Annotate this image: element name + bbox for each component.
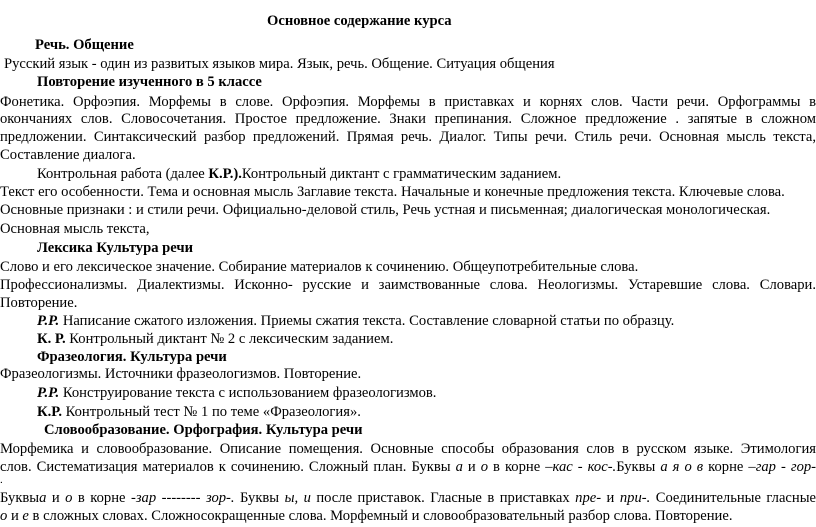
- text-run: слов. Систематизация материалов к сочинению. Сложный план. Буквы: [0, 459, 456, 475]
- letter-italic: о: [480, 459, 489, 475]
- text-run: в корне: [488, 459, 546, 475]
- control-work-line: [37, 331, 393, 348]
- root-italic: –кас - кос-.: [545, 459, 617, 475]
- section-heading-review: Повторение изученного в 5 классе: [37, 74, 262, 90]
- section-heading-lexicon: Лексика Культура речи: [37, 240, 194, 256]
- speech-development-line: [37, 313, 674, 330]
- text-run: и: [601, 490, 620, 506]
- paragraph-line: окончаниях слов. Словосочетания. Простое предложение. Знаки препинания. Сложное предложение . запятые в сложном: [0, 111, 816, 127]
- text-run: Контрольный диктант с грамматическим заданием.: [241, 166, 562, 182]
- paragraph-line: Слово и его лексическое значение. Собирание материалов к сочинению. Общеупотребительные слова.: [0, 259, 639, 275]
- paragraph-line: Основные признаки : и стили речи. Официально-деловой стиль, Речь устная и письменная; диалогическая монологическая.: [0, 202, 771, 218]
- text-run: Написание сжатого изложения. Приемы сжатия текста. Составление словарной статьи по образцу.: [59, 313, 675, 329]
- course-title: Основное содержание курса: [267, 13, 452, 29]
- text-run: после приставок. Гласные в приставках: [310, 490, 576, 506]
- letters-italic: ы, и: [284, 490, 311, 506]
- kr-label: К. Р.: [37, 331, 66, 347]
- letter-italic: а: [455, 459, 463, 475]
- text-run: Буквы: [234, 490, 285, 506]
- text-run: Контрольная работа (далее: [37, 166, 209, 182]
- text-run: и: [7, 508, 23, 524]
- paragraph-line: Основная мысль текста,: [0, 221, 150, 237]
- stray-dot: .: [0, 474, 3, 486]
- letter-italic: а: [39, 490, 47, 506]
- letter-italic: о: [0, 508, 8, 524]
- text-run: Контрольный диктант № 2 с лексическим заданием.: [65, 331, 394, 347]
- paragraph-line: [0, 490, 816, 507]
- paragraph-line: Морфемика и словообразование. Описание помещения. Основные способы образования слов в русском языке. Этимология: [0, 441, 816, 457]
- text-run: Соединительные гласные: [650, 490, 816, 506]
- paragraph-line: Профессионализмы. Диалектизмы. Исконно- русские и заимствованные слова. Неологизмы. Устаревшие слова. Словари.: [0, 277, 816, 293]
- root-italic: –гар - гор-: [748, 459, 816, 475]
- letter-italic: о: [65, 490, 73, 506]
- prefix-italic: пре-: [575, 490, 602, 506]
- rr-label: Р.Р.: [37, 313, 60, 329]
- text-run: в сложных словах. Сложносокращенные слова. Морфемный и словообразовательный разбор слова. Повторение.: [28, 508, 733, 524]
- paragraph-line: Фразеологизмы. Источники фразеологизмов. Повторение.: [0, 366, 362, 382]
- text-run: Буквы: [616, 459, 661, 475]
- text-run: и: [46, 490, 66, 506]
- section-heading-word-formation: Словообразование. Орфография. Культура речи: [44, 422, 363, 438]
- paragraph-line: Фонетика. Орфоэпия. Морфемы в слове. Орфоэпия. Морфемы в приставках и корнях слов. Части речи. Орфограммы в: [0, 94, 816, 110]
- paragraph-line: Составление диалога.: [0, 147, 136, 163]
- section-heading-phraseology: Фразеология. Культура речи: [37, 349, 227, 365]
- speech-development-line: [37, 385, 436, 402]
- text-run: Буквы: [0, 490, 40, 506]
- text-run: корне: [703, 459, 749, 475]
- paragraph-line: Повторение.: [0, 295, 78, 311]
- control-work-line: [37, 166, 561, 183]
- letter-italic: е: [22, 508, 29, 524]
- text-run: и: [462, 459, 481, 475]
- text-run: Конструирование текста с использованием фразеологизмов.: [59, 385, 437, 401]
- paragraph-line: [0, 508, 816, 525]
- control-work-line: [37, 404, 361, 421]
- text-run: Контрольный тест № 1 по теме «Фразеология».: [61, 404, 361, 420]
- abbreviation: К.Р.).: [208, 166, 242, 182]
- rr-label: Р.Р.: [37, 385, 60, 401]
- letters-italic: а я о в: [660, 459, 704, 475]
- root-italic: -зар -------- зор-.: [130, 490, 235, 506]
- prefix-italic: при-.: [619, 490, 651, 506]
- paragraph-line: предложении. Синтаксический разбор предложений. Прямая речь. Диалог. Типы речи. Стиль речи. Основная мысль текста,: [0, 129, 816, 145]
- paragraph-line: Русский язык - один из развитых языков мира. Язык, речь. Общение. Ситуация общения: [4, 56, 555, 72]
- text-run: в корне: [72, 490, 131, 506]
- paragraph-line: Текст его особенности. Тема и основная мысль Заглавие текста. Начальные и конечные предложения текста. Ключевые слова.: [0, 184, 785, 200]
- section-heading-speech: Речь. Общение: [35, 37, 134, 53]
- kr-label: К.Р.: [37, 404, 62, 420]
